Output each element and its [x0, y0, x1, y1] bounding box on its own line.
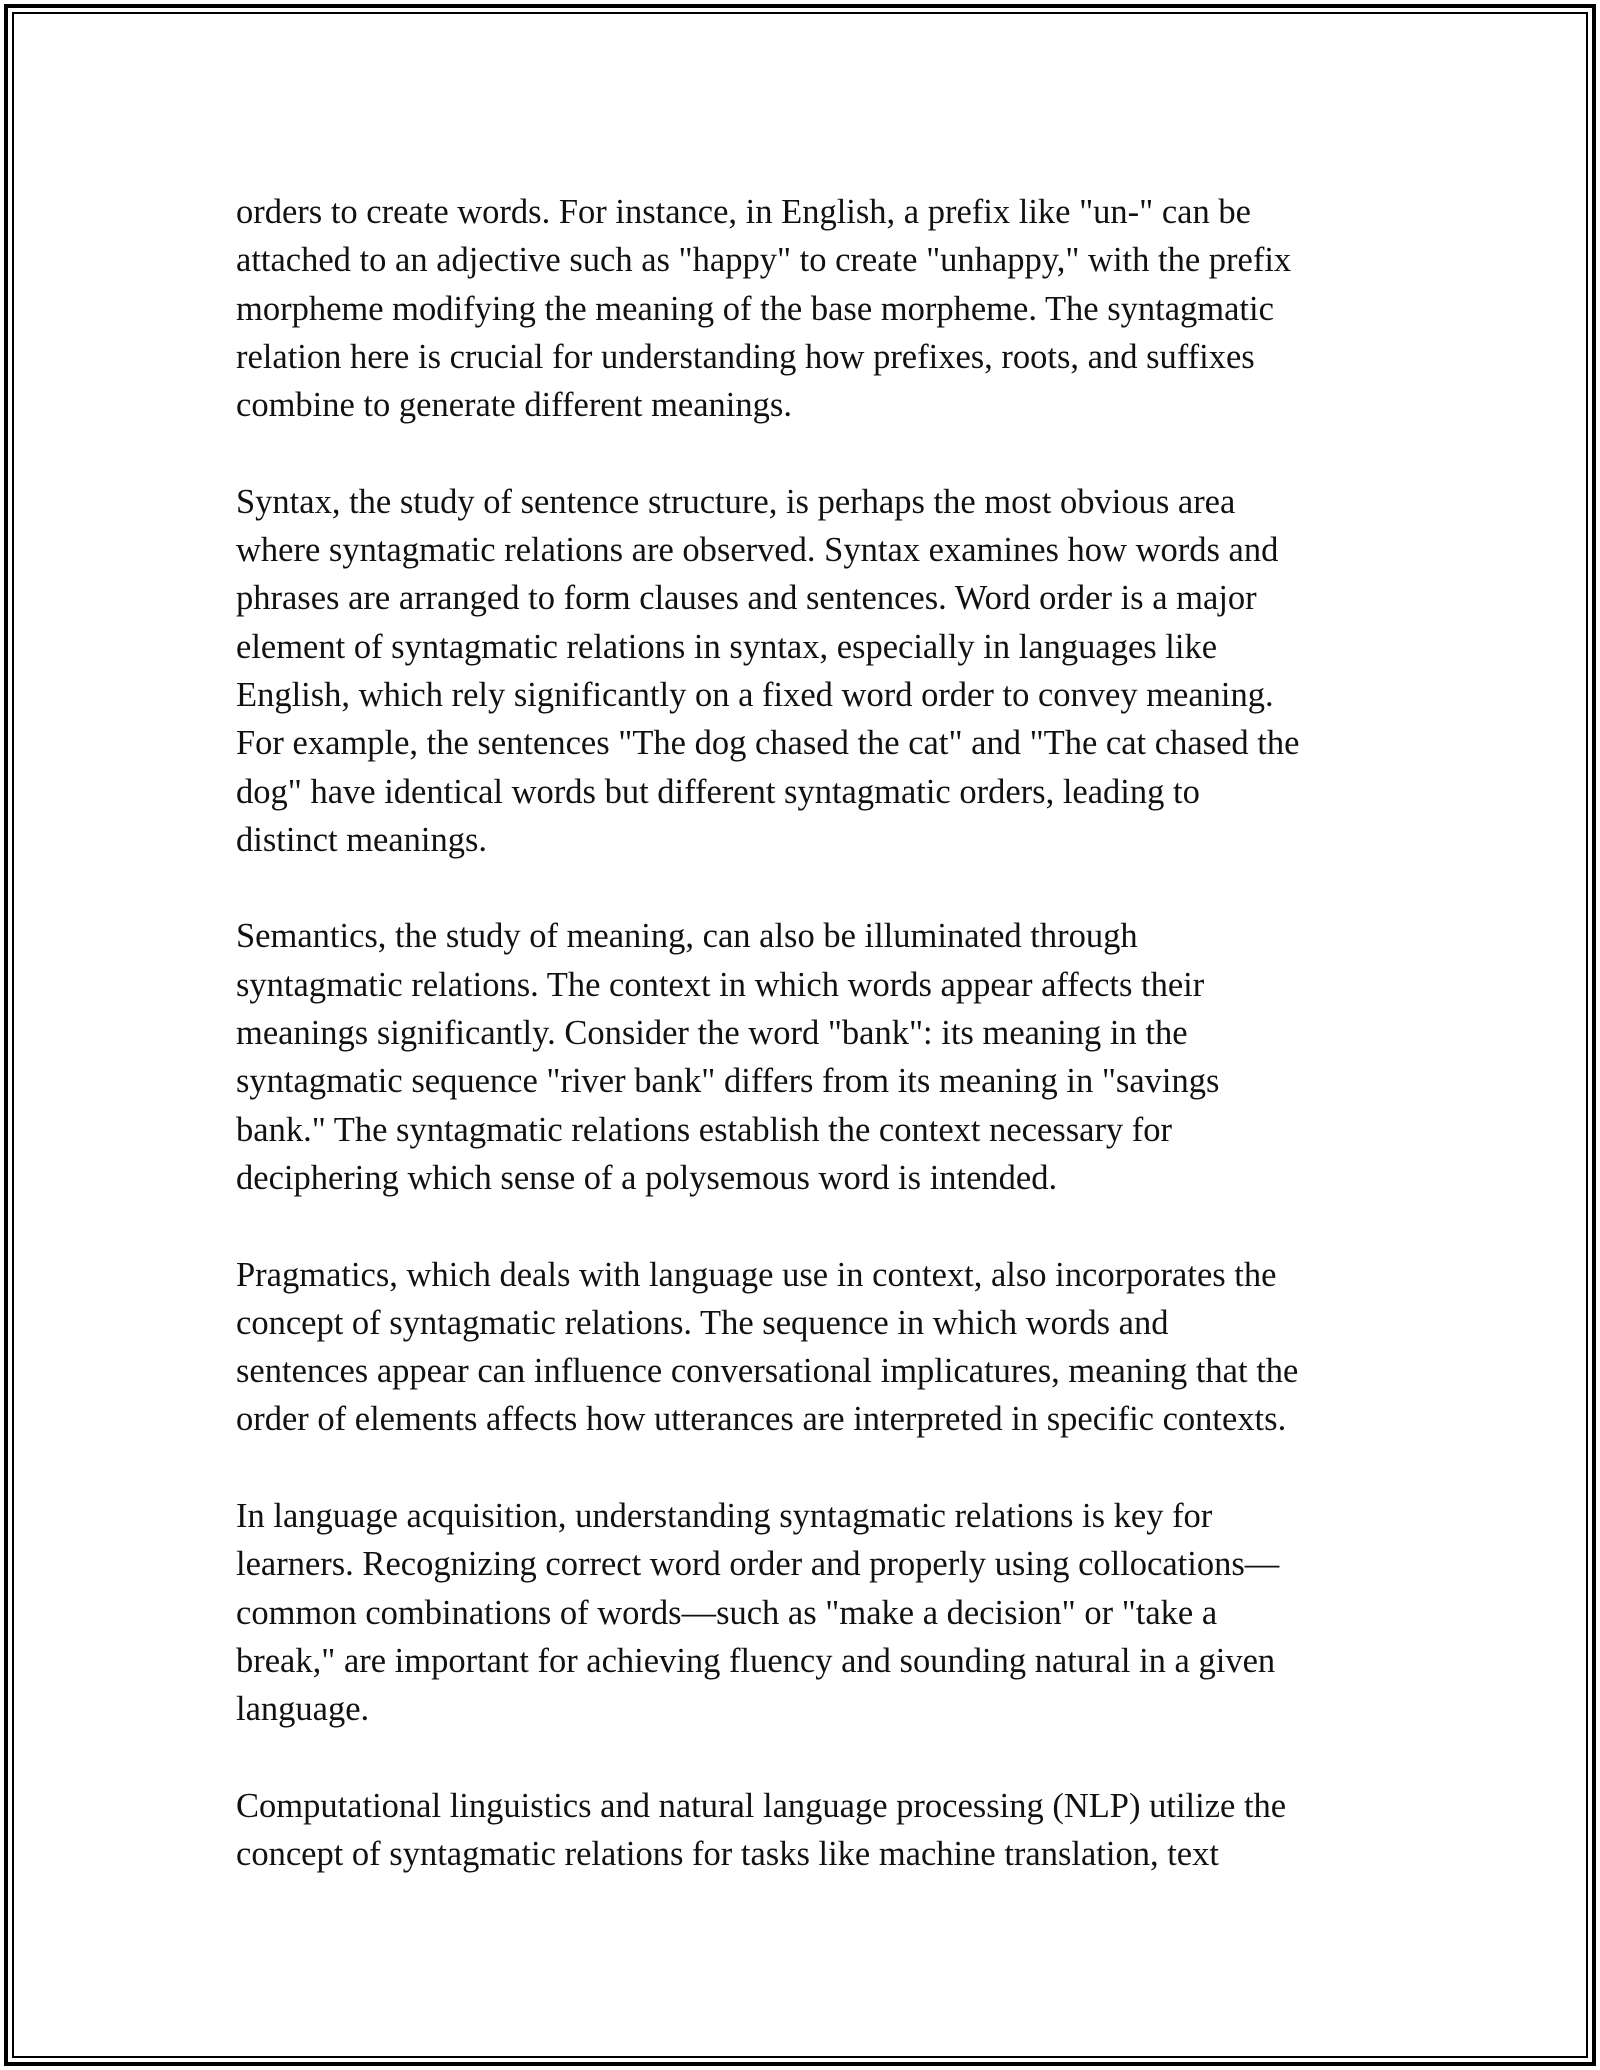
- paragraph-semantics: Semantics, the study of meaning, can also be illuminated through syntagmatic relations. The context in which words appear affects their meanings significantly. Consider the word "bank": its meaning in the syntagmatic sequence "river bank" differs from its meaning in "savings bank." The syntagmatic relations establish the context necessary for deciphering which sense of a polysemous word is intended.: [236, 917, 1220, 1197]
- document-body: [236, 188, 1386, 1878]
- paragraph-syntax: Syntax, the study of sentence structure, is perhaps the most obvious area where syntagmatic relations are observed. Syntax examines how words and phrases are arranged to form clauses and sentences. Word order is a major element of syntagmatic relations in syntax, especially in languages like English, which rely significantly on a fixed word order to convey meaning. For example, the sentences "The dog chased the cat" and "The cat chased the dog" have identical words but different syntagmatic orders, leading to distinct meanings.: [236, 482, 1300, 859]
- paragraph-pragmatics: Pragmatics, which deals with language use in context, also incorporates the concept of syntagmatic relations. The sequence in which words and sentences appear can influence conversational implicatures, meaning that the order of elements affects how utterances are interpreted in specific contexts.: [236, 1255, 1299, 1439]
- paragraph-computational-linguistics: Computational linguistics and natural language processing (NLP) utilize the concept of syntagmatic relations for tasks like machine translation, text: [236, 1786, 1287, 1874]
- paragraph-morphology: orders to create words. For instance, in English, a prefix like "un-" can be attached to an adjective such as "happy" to create "unhappy," with the prefix morpheme modifying the meaning of the base morpheme. The syntagmatic relation here is crucial for understanding how prefixes, roots, and suffixes combine to generate different meanings.: [236, 193, 1292, 425]
- paragraph-language-acquisition: In language acquisition, understanding syntagmatic relations is key for learners. Recognizing correct word order and properly using collocations— common combinations of words—such as "make a decision" or "take a break," are important for achieving fluency and sounding natural in a given language.: [236, 1497, 1280, 1729]
